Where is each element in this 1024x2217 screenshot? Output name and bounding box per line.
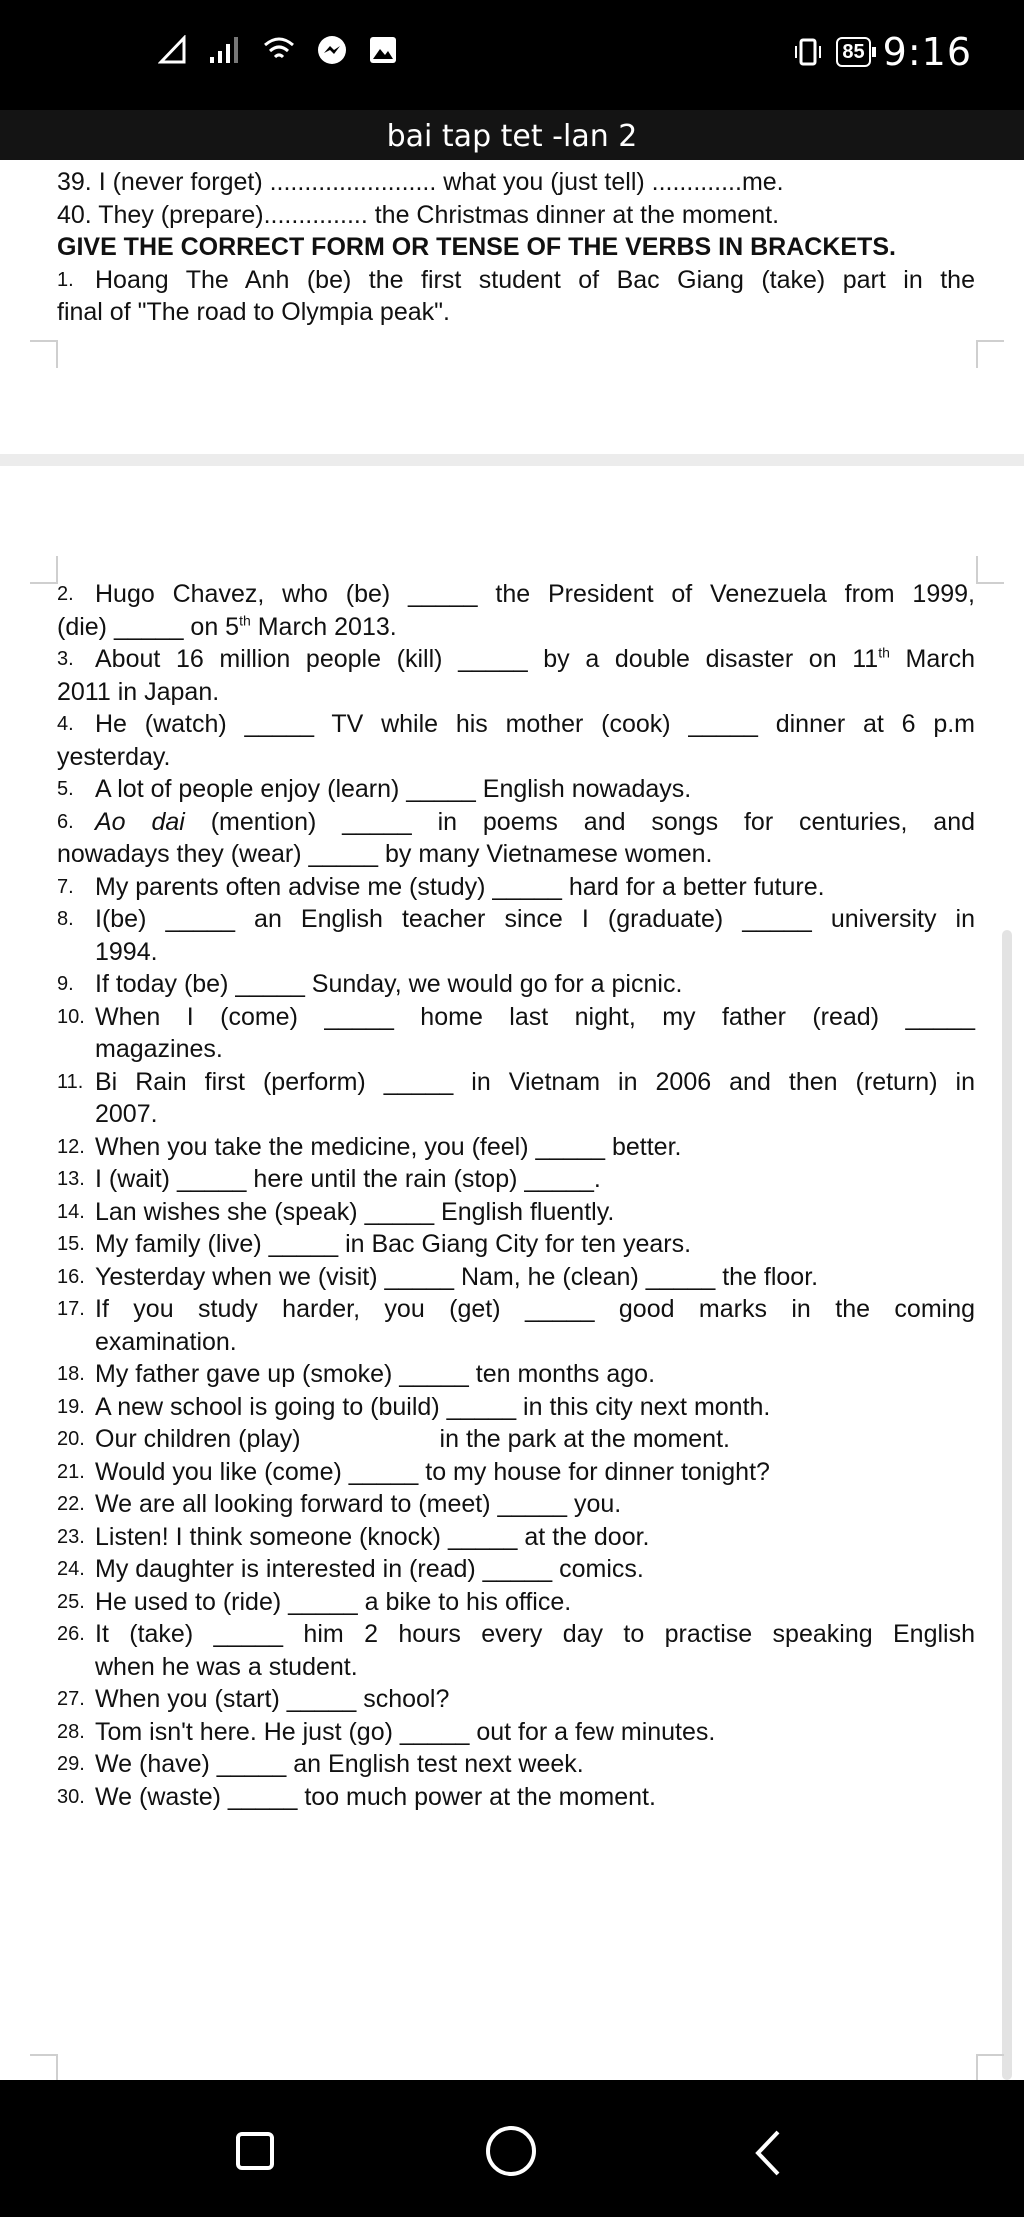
question-text-continued: when he was a student. <box>95 1652 358 1681</box>
page-corner-mark <box>976 556 1004 584</box>
question-text: I (wait) _____ here until the rain (stop) _____. <box>95 1165 601 1193</box>
text-part: March 2013. <box>250 612 397 641</box>
question-number: 2. <box>57 583 74 605</box>
back-button[interactable] <box>752 2128 782 2178</box>
recent-apps-button[interactable] <box>236 2132 274 2170</box>
question-27 <box>57 1683 975 1716</box>
question-text: Our children (play) in the park at the moment. <box>95 1425 730 1453</box>
question-19 <box>57 1391 975 1424</box>
question-text-continued: yesterday. <box>57 742 171 771</box>
question-25 <box>57 1586 975 1619</box>
question-14 <box>57 1196 975 1229</box>
question-number: 30. <box>57 1785 85 1808</box>
question-text: If today (be) _____ Sunday, we would go for a picnic. <box>95 970 683 998</box>
question-text <box>95 643 975 676</box>
question-text-continued: 1994. <box>95 937 158 966</box>
question-21 <box>57 1456 975 1489</box>
question-1 <box>57 264 975 297</box>
question-number: 12. <box>57 1135 85 1158</box>
status-bar <box>0 0 1024 110</box>
question-number: 1. <box>57 268 74 291</box>
question-number: 5. <box>57 778 74 800</box>
messenger-icon <box>316 34 348 66</box>
question-number: 14. <box>57 1200 85 1223</box>
home-button[interactable] <box>486 2126 536 2176</box>
question-2 <box>57 578 975 611</box>
question-number: 22. <box>57 1493 85 1515</box>
question-number: 15. <box>57 1233 85 1255</box>
question-text: My father gave up (smoke) _____ ten months ago. <box>95 1360 656 1388</box>
question-text: A new school is going to (build) _____ in this city next month. <box>95 1392 771 1421</box>
question-9 <box>57 968 975 1001</box>
question-number: 6. <box>57 810 74 833</box>
question-8 <box>57 903 975 936</box>
question-text-continued: magazines. <box>95 1035 223 1063</box>
page-corner-mark <box>30 556 58 584</box>
question-number: 16. <box>57 1265 85 1288</box>
question-text: If you study harder, you (get) _____ good marks in the coming <box>95 1295 975 1323</box>
question-number: 26. <box>57 1623 85 1645</box>
wifi-icon <box>262 35 296 65</box>
question-text: Bi Rain first (perform) _____ in Vietnam in 2006 and then (return) in <box>95 1067 975 1096</box>
question-4 <box>57 708 975 741</box>
question-number: 27. <box>57 1688 85 1710</box>
question-text: We (have) _____ an English test next week. <box>95 1750 584 1778</box>
question-28 <box>57 1716 975 1749</box>
question-text: Listen! I think someone (knock) _____ at the door. <box>95 1522 650 1551</box>
status-icons-left <box>158 34 398 66</box>
question-40: 40. They (prepare)............... the Christmas dinner at the moment. <box>57 200 780 229</box>
question-text-continued: nowadays they (wear) _____ by many Vietnamese women. <box>57 840 713 868</box>
page-corner-mark <box>976 340 1004 368</box>
question-number: 4. <box>57 713 74 735</box>
vibrate-icon <box>792 36 824 68</box>
question-text: We (waste) _____ too much power at the moment. <box>95 1782 656 1811</box>
gallery-notification-icon <box>368 35 398 65</box>
question-number: 23. <box>57 1525 85 1548</box>
cellular-signal-icon <box>208 35 242 65</box>
question-number: 21. <box>57 1460 85 1483</box>
question-5 <box>57 773 975 806</box>
question-text: Lan wishes she (speak) _____ English fluently. <box>95 1197 615 1226</box>
question-number: 25. <box>57 1590 85 1613</box>
question-text: Tom isn't here. He just (go) _____ out for a few minutes. <box>95 1717 716 1746</box>
page-corner-mark <box>30 340 58 368</box>
question-15 <box>57 1228 975 1261</box>
question-23 <box>57 1521 975 1554</box>
question-11 <box>57 1066 975 1099</box>
document-title: bai tap tet -lan 2 <box>0 110 1024 160</box>
page-corner-mark <box>976 2054 1004 2082</box>
question-number: 9. <box>57 973 74 995</box>
question-text: He used to (ride) _____ a bike to his office. <box>95 1587 572 1616</box>
question-text: Yesterday when we (visit) _____ Nam, he (clean) _____ the floor. <box>95 1262 819 1291</box>
question-text <box>95 806 975 839</box>
question-text: A lot of people enjoy (learn) _____ English nowadays. <box>95 775 692 803</box>
question-number: 13. <box>57 1168 85 1190</box>
superscript: th <box>239 612 251 629</box>
question-22 <box>57 1488 975 1521</box>
question-text: My family (live) _____ in Bac Giang City for ten years. <box>95 1230 692 1258</box>
battery-icon: 85 <box>836 37 870 67</box>
question-text: My parents often advise me (study) _____ hard for a better future. <box>95 872 825 901</box>
question-number: 20. <box>57 1428 85 1450</box>
question-29 <box>57 1748 975 1781</box>
question-number: 28. <box>57 1720 85 1743</box>
question-number: 8. <box>57 908 74 930</box>
clock: 9:16 <box>882 30 972 74</box>
question-text: I(be) _____ an English teacher since I (graduate) _____ university in <box>95 905 975 933</box>
text-part: About 16 million people (kill) _____ by a double disaster on 11 <box>95 645 879 673</box>
question-18 <box>57 1358 975 1391</box>
question-10 <box>57 1001 975 1034</box>
question-39: 39. I (never forget) ........................ what you (just tell) .............me. <box>57 168 784 196</box>
question-number: 24. <box>57 1558 85 1580</box>
question-16 <box>57 1261 975 1294</box>
question-number: 3. <box>57 648 74 670</box>
page-corner-mark <box>30 2054 58 2082</box>
question-number: 18. <box>57 1363 85 1385</box>
question-number: 19. <box>57 1395 85 1418</box>
page-1-content <box>57 166 975 329</box>
status-icons-right <box>792 30 972 74</box>
question-20 <box>57 1423 975 1456</box>
question-text-continued <box>57 611 975 644</box>
question-text: We are all looking forward to (meet) _____ you. <box>95 1490 622 1518</box>
question-number: 29. <box>57 1753 85 1775</box>
italic-term: Ao dai <box>95 807 185 836</box>
question-number: 7. <box>57 875 74 898</box>
question-3 <box>57 643 975 676</box>
question-text: Hoang The Anh (be) the first student of Bac Giang (take) part in the <box>95 265 975 294</box>
page-separator <box>0 454 1024 466</box>
signal-triangle-icon <box>158 35 188 65</box>
question-24 <box>57 1553 975 1586</box>
question-number: 11. <box>57 1070 84 1093</box>
question-number: 10. <box>57 1005 85 1028</box>
question-text: When you (start) _____ school? <box>95 1685 450 1713</box>
question-17 <box>57 1293 975 1326</box>
question-6 <box>57 806 975 839</box>
question-number: 17. <box>57 1298 85 1320</box>
question-text-continued: examination. <box>95 1327 237 1356</box>
text-part: March <box>889 645 975 673</box>
question-text: When you take the medicine, you (feel) _____ better. <box>95 1132 682 1161</box>
question-7 <box>57 871 975 904</box>
scrollbar[interactable] <box>1002 930 1012 2080</box>
superscript: th <box>878 644 890 661</box>
question-12 <box>57 1131 975 1164</box>
section-heading: GIVE THE CORRECT FORM OR TENSE OF THE VERBS IN BRACKETS. <box>57 233 896 261</box>
question-text: Would you like (come) _____ to my house for dinner tonight? <box>95 1457 770 1486</box>
text-part: (mention) _____ in poems and songs for centuries, and <box>184 807 976 836</box>
text-part: (die) _____ on 5 <box>57 612 240 641</box>
question-text-continued: final of "The road to Olympia peak". <box>57 298 450 326</box>
question-text: When I (come) _____ home last night, my father (read) _____ <box>95 1002 975 1031</box>
question-text: He (watch) _____ TV while his mother (cook) _____ dinner at 6 p.m <box>95 710 975 738</box>
question-26 <box>57 1618 975 1651</box>
question-text-continued: 2011 in Japan. <box>57 677 220 706</box>
question-text: It (take) _____ him 2 hours every day to practise speaking English <box>95 1620 975 1648</box>
page-2-content <box>57 578 975 1813</box>
question-30 <box>57 1781 975 1814</box>
question-text: My daughter is interested in (read) _____ comics. <box>95 1555 644 1583</box>
question-13 <box>57 1163 975 1196</box>
question-text: Hugo Chavez, who (be) _____ the President of Venezuela from 1999, <box>95 580 975 608</box>
question-text-continued: 2007. <box>95 1100 158 1128</box>
